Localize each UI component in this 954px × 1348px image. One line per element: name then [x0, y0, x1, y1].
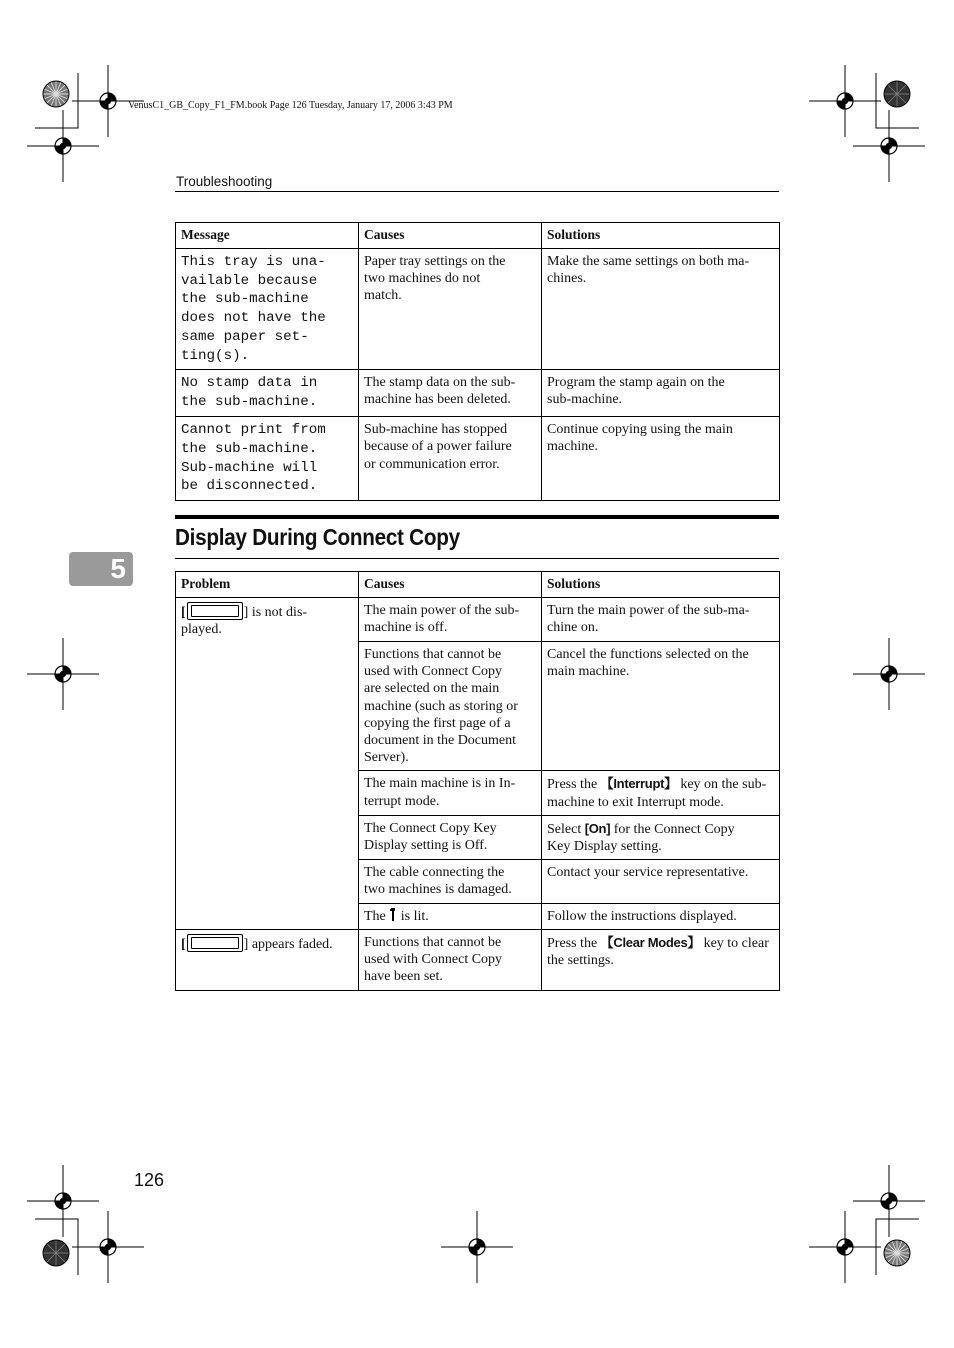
chapter-number: 5	[110, 553, 126, 584]
table-row	[176, 249, 780, 370]
section-title-rule	[175, 558, 779, 559]
cause-cell: Paper tray settings on the two machines do not match.	[359, 249, 542, 370]
table-header-row	[176, 223, 780, 249]
table-header-row	[176, 572, 780, 598]
cause-cell: The Connect Copy Key Display setting is Off.	[359, 815, 542, 859]
clear-modes-key-label: 【Clear Modes】	[600, 934, 701, 950]
section-top-rule	[175, 515, 779, 519]
cause-cell: Functions that cannot be used with Connect Copy have been set.	[359, 929, 542, 990]
column-header: Message	[176, 223, 359, 249]
message-cell: No stamp data in the sub-machine.	[176, 370, 359, 417]
display-table	[175, 571, 780, 991]
chapter-tab	[69, 552, 133, 586]
solution-cell: Continue copying using the main machine.	[542, 417, 780, 501]
cause-cell: The cable connecting the two machines is damaged.	[359, 860, 542, 903]
solution-cell: Cancel the functions selected on the main machine.	[542, 642, 780, 771]
solution-cell: Press the 【Interrupt】 key on the sub- machine to exit Interrupt mode.	[542, 771, 780, 815]
cause-cell: The stamp data on the sub- machine has been deleted.	[359, 370, 542, 417]
solution-cell: Contact your service representative.	[542, 860, 780, 903]
column-header: Causes	[359, 223, 542, 249]
connect-copy-key-icon	[187, 602, 243, 620]
interrupt-key-label: 【Interrupt】	[600, 776, 677, 792]
section-title: Display During Connect Copy	[175, 524, 460, 550]
table-row	[176, 370, 780, 417]
header-rule	[175, 191, 779, 192]
solution-cell: Turn the main power of the sub-ma- chine on.	[542, 598, 780, 642]
cause-cell: The main power of the sub- machine is off.	[359, 598, 542, 642]
solution-cell: Follow the instructions displayed.	[542, 903, 780, 929]
page-number: 126	[134, 1170, 165, 1190]
messages-table	[175, 222, 780, 501]
cause-cell: The is lit.	[359, 903, 542, 929]
table-row	[176, 929, 780, 990]
cause-cell: Functions that cannot be used with Connect Copy are selected on the main machine (such as storing or copying the first page of a document in the Document Server).	[359, 642, 542, 771]
connect-copy-key-icon	[187, 934, 243, 952]
message-cell: Cannot print from the sub-machine. Sub-machine will be disconnected.	[176, 417, 359, 501]
message-cell: This tray is una- vailable because the sub-machine does not have the same paper set- ting(s).	[176, 249, 359, 370]
problem-cell: [ ] appears faded.	[176, 929, 359, 990]
cause-cell: Sub-machine has stopped because of a power failure or communication error.	[359, 417, 542, 501]
solution-cell: Press the 【Clear Modes】 key to clear the settings.	[542, 929, 780, 990]
solution-cell: Select [On] for the Connect Copy Key Display setting.	[542, 815, 780, 859]
table-row	[176, 598, 780, 642]
on-option-label: [On]	[584, 820, 611, 836]
table-row	[176, 417, 780, 501]
cause-cell: The main machine is in In- terrupt mode.	[359, 771, 542, 815]
solution-cell: Make the same settings on both ma- chines.	[542, 249, 780, 370]
solution-cell: Program the stamp again on the sub-machine.	[542, 370, 780, 417]
problem-cell: [ ] is not dis- played.	[176, 598, 359, 930]
column-header: Solutions	[542, 572, 780, 598]
column-header: Causes	[359, 572, 542, 598]
column-header: Solutions	[542, 223, 780, 249]
book-info: VenusC1_GB_Copy_F1_FM.book Page 126 Tuesday, January 17, 2006 3:43 PM	[128, 100, 453, 111]
column-header: Problem	[176, 572, 359, 598]
running-head: Troubleshooting	[176, 174, 273, 189]
